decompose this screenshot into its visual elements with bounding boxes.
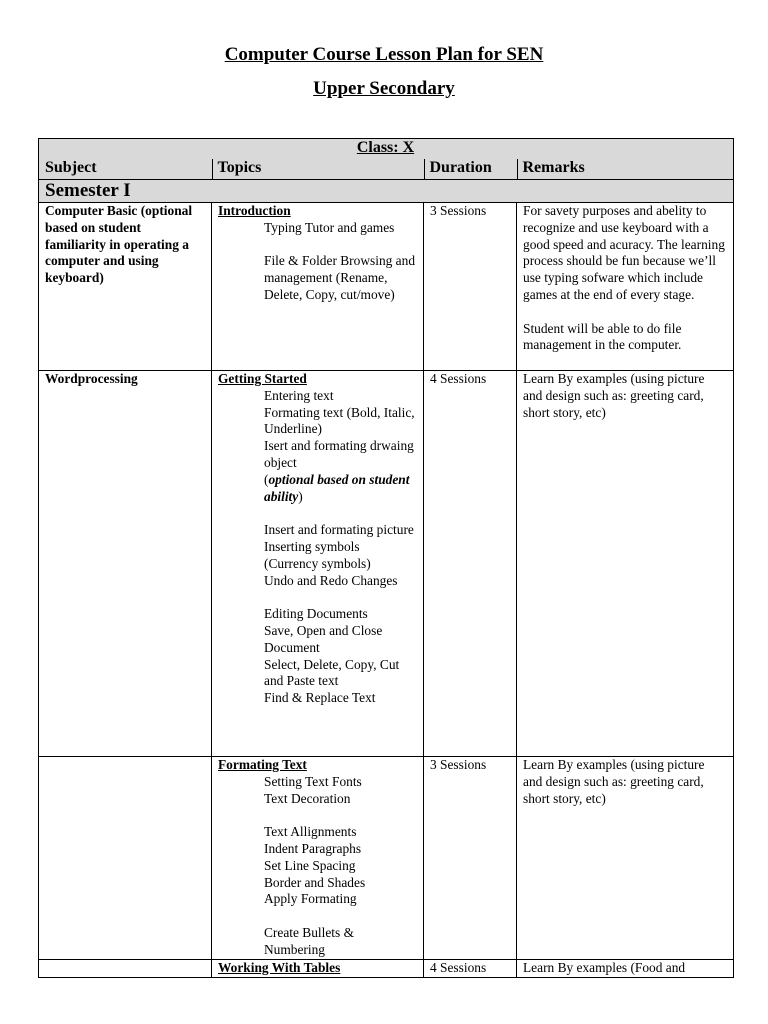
topic-item: Indent Paragraphs — [264, 840, 362, 856]
header-duration: Duration — [429, 159, 492, 177]
topic-title: Getting Started — [218, 371, 307, 386]
topic-item: Text Allignments — [264, 824, 357, 840]
table-row — [39, 371, 734, 757]
lesson-plan-table — [38, 138, 734, 978]
semester-row — [39, 180, 734, 203]
topics-cell — [212, 371, 424, 757]
topic-item: Inserting symbols (Currency symbols) — [264, 538, 371, 571]
remarks-cell: Learn By examples (Food and — [517, 959, 734, 977]
remarks-text: For savety purposes and abelity to recognize and use keyboard with a good speed and acuracy. The learning process should be fun because we’ll use typing sofware which include games at the end of every stage. — [523, 203, 725, 302]
remarks-cell: Learn By examples (using picture and design such as: greeting card, short story, etc) — [517, 757, 734, 960]
topic-title: Formating Text — [218, 757, 307, 772]
topic-item: Insert and formating picture — [264, 522, 414, 538]
topic-item: Find & Replace Text — [264, 690, 376, 706]
topic-item: Apply Formating — [264, 891, 357, 907]
topic-item: Text Decoration — [264, 790, 351, 806]
header-remarks: Remarks — [522, 159, 585, 177]
header-subject: Subject — [45, 159, 97, 177]
topic-title: Working With Tables — [218, 959, 341, 975]
class-label: Class: X — [356, 139, 415, 156]
duration-cell: 3 Sessions — [424, 757, 517, 960]
subject-cell — [39, 959, 212, 977]
topic-title: Introduction — [218, 203, 291, 218]
table-row — [39, 757, 734, 960]
remarks-cell: Learn By examples (using picture and design such as: greeting card, short story, etc) — [517, 371, 734, 757]
duration-cell: 3 Sessions — [424, 203, 517, 371]
topic-item: Create Bullets & Numbering — [264, 924, 354, 957]
topic-item: Save, Open and Close Document — [264, 622, 383, 655]
topic-item: File & Folder Browsing and management (Rename, Delete, Copy, cut/move) — [264, 253, 416, 302]
topics-cell — [212, 959, 424, 977]
remarks-text: Student will be able to do file management in the computer. — [523, 320, 682, 353]
table-row — [39, 203, 734, 371]
topic-item: Isert and formating drwaing object — [264, 438, 414, 470]
table-row — [39, 959, 734, 977]
subject-cell — [39, 757, 212, 960]
subject-cell: Computer Basic (optional based on student familiarity in operating a computer and using keyboard) — [39, 203, 212, 371]
topic-item-optional: (optional based on student ability) — [264, 471, 410, 504]
subject-cell: Wordprocessing — [39, 371, 212, 757]
document-subtitle: Upper Secondary — [313, 78, 455, 99]
topic-item: Undo and Redo Changes — [264, 572, 398, 588]
topic-item: Border and Shades — [264, 874, 366, 890]
duration-cell: 4 Sessions — [424, 371, 517, 757]
topic-item: Formating text (Bold, Italic, Underline) — [264, 404, 415, 437]
topic-item: Set Line Spacing — [264, 857, 356, 873]
topics-cell — [212, 203, 424, 371]
topic-item: Entering text — [264, 387, 334, 403]
topics-cell — [212, 757, 424, 960]
topic-item: Editing Documents — [264, 606, 368, 622]
semester-label: Semester I — [39, 180, 734, 203]
topic-item: Select, Delete, Copy, Cut and Paste text — [264, 656, 400, 689]
topic-item: Typing Tutor and games — [264, 219, 395, 235]
header-topics: Topics — [217, 159, 262, 177]
remarks-cell — [517, 203, 734, 371]
topic-item: Setting Text Fonts — [264, 773, 362, 789]
document-title: Computer Course Lesson Plan for SEN — [224, 44, 544, 65]
duration-cell: 4 Sessions — [424, 959, 517, 977]
